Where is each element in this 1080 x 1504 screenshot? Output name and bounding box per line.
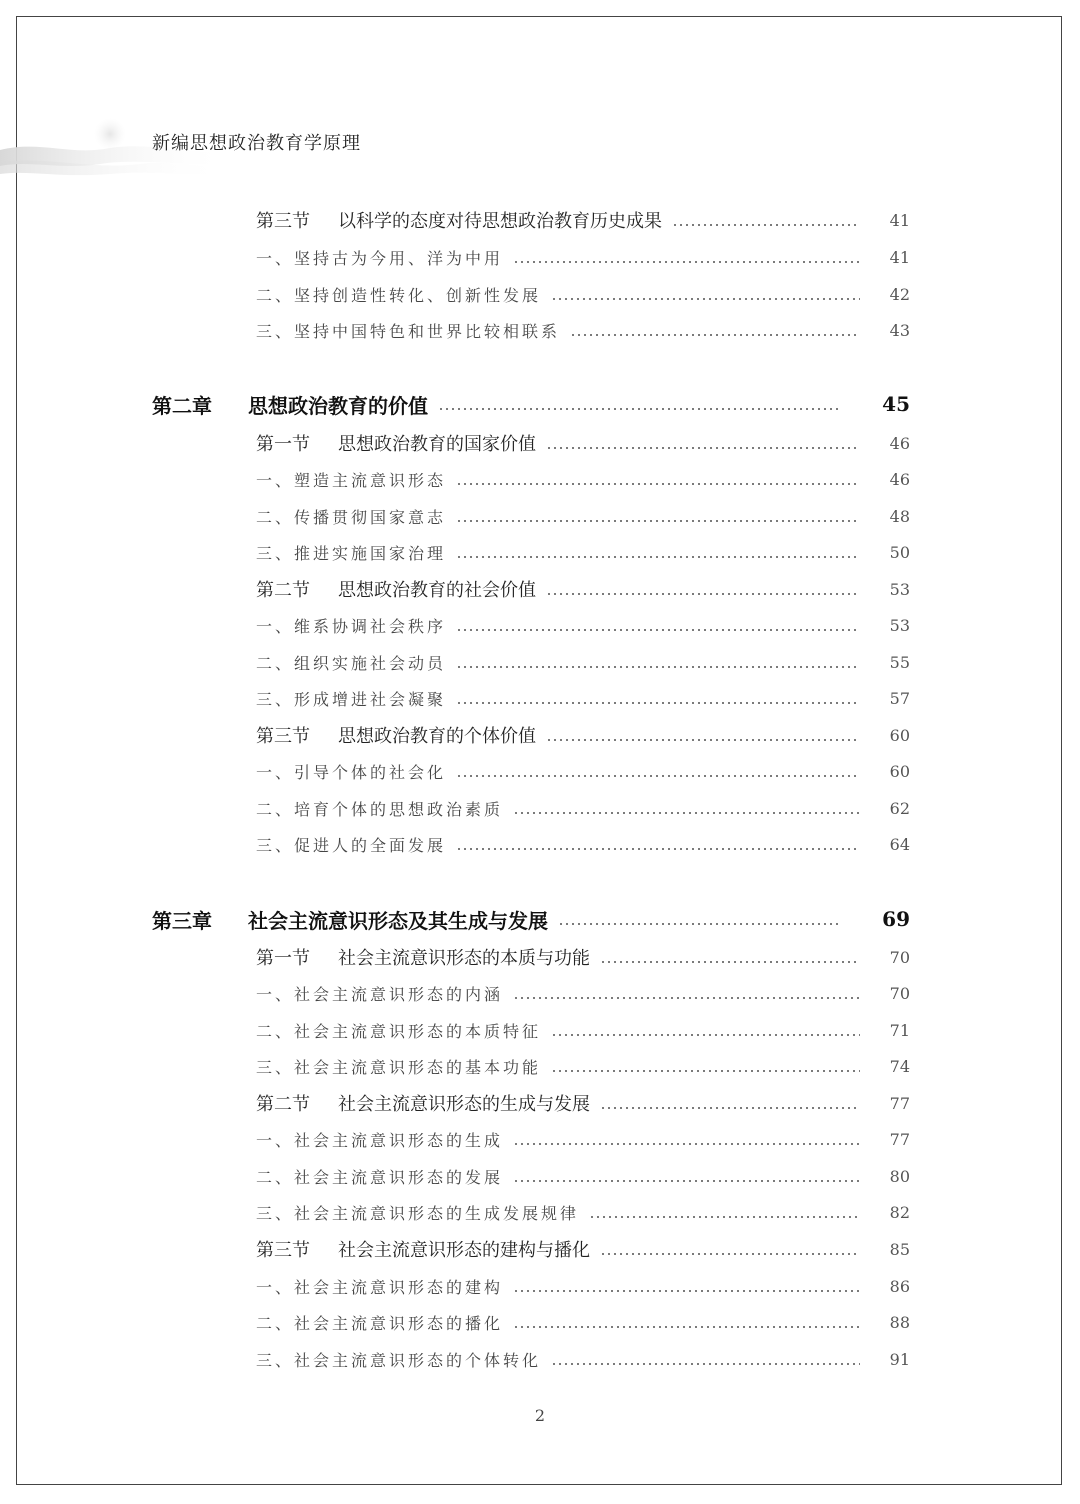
dot-leader [438, 408, 842, 410]
toc-entry-label: 第二节 [256, 580, 310, 601]
dot-leader [456, 629, 860, 631]
toc-section-entry[interactable] [0, 1089, 1080, 1117]
toc-item-entry[interactable] [0, 794, 1080, 822]
toc-entry-title [0, 1201, 579, 1224]
dot-leader [456, 666, 860, 668]
toc-entry-text: 一、社会主流意识形态的内涵 [256, 984, 504, 1004]
toc-section-entry[interactable] [0, 1235, 1080, 1263]
toc-entry-title [0, 1055, 541, 1078]
toc-page-number: 60 [889, 725, 910, 745]
dot-leader [456, 775, 860, 777]
dot-leader [513, 812, 860, 814]
toc-entry-text: 一、引导个体的社会化 [256, 762, 447, 782]
toc-entry-title [0, 687, 446, 710]
toc-page-number: 85 [889, 1239, 910, 1259]
toc-section-entry[interactable] [0, 721, 1080, 749]
toc-entry-title [0, 651, 446, 674]
toc-entry-text: 三、社会主流意识形态的生成发展规律 [256, 1203, 580, 1223]
toc-entry-label: 第三节 [256, 726, 310, 747]
toc-item-entry[interactable] [0, 611, 1080, 639]
toc-entry-text: 三、推进实施国家治理 [256, 543, 447, 563]
toc-entry-title [0, 905, 548, 934]
toc-page-number: 46 [889, 469, 910, 489]
toc-item-entry[interactable] [0, 538, 1080, 566]
toc-item-entry[interactable] [0, 1052, 1080, 1080]
dot-leader [513, 261, 860, 263]
toc-item-entry[interactable] [0, 502, 1080, 530]
dot-leader [456, 848, 860, 850]
dot-leader [456, 702, 860, 704]
toc-entry-text: 二、组织实施社会动员 [256, 653, 447, 673]
toc-entry-text: 社会主流意识形态及其生成与发展 [248, 908, 548, 933]
toc-page-number: 82 [889, 1202, 910, 1222]
toc-entry-title [0, 1128, 503, 1151]
toc-entry-title [0, 722, 536, 748]
toc-page-number: 43 [889, 320, 910, 340]
toc-entry-title [0, 833, 446, 856]
toc-entry-title [0, 760, 446, 783]
toc-item-entry[interactable] [0, 243, 1080, 271]
dot-leader [551, 1070, 860, 1072]
dot-leader [558, 923, 842, 925]
toc-entry-label: 第二节 [256, 1094, 310, 1115]
toc-entry-title [0, 207, 662, 233]
toc-entry-text: 三、形成增进社会凝聚 [256, 689, 447, 709]
running-head: 新编思想政治教育学原理 [152, 133, 361, 154]
dot-leader [513, 1143, 860, 1145]
toc-entry-title [0, 283, 541, 306]
toc-entry-text: 三、促进人的全面发展 [256, 835, 447, 855]
dot-leader [456, 483, 860, 485]
toc-page-number: 50 [889, 542, 910, 562]
toc-entry-label: 第一节 [256, 948, 310, 969]
dot-leader [600, 1107, 860, 1109]
toc-entry-text: 一、社会主流意识形态的建构 [256, 1277, 504, 1297]
toc-page-number: 77 [889, 1093, 910, 1113]
toc-section-entry[interactable] [0, 429, 1080, 457]
toc-page-number: 77 [889, 1129, 910, 1149]
toc-item-entry[interactable] [0, 1016, 1080, 1044]
toc-page-number: 69 [882, 907, 910, 931]
toc-item-entry[interactable] [0, 1272, 1080, 1300]
toc-page-number: 41 [889, 210, 910, 230]
toc-entry-title [0, 319, 560, 342]
toc-chapter-entry[interactable] [0, 390, 1080, 418]
toc-item-entry[interactable] [0, 830, 1080, 858]
toc-entry-title [0, 1348, 541, 1371]
toc-page-number: 41 [889, 247, 910, 267]
page-number: 2 [534, 1406, 546, 1425]
toc-entry-text: 二、培育个体的思想政治素质 [256, 799, 504, 819]
toc-entry-label: 第三章 [152, 908, 212, 933]
toc-entry-text: 思想政治教育的个体价值 [338, 726, 536, 747]
dot-leader [546, 739, 860, 741]
toc-entry-text: 三、社会主流意识形态的个体转化 [256, 1350, 542, 1370]
toc-page-number: 53 [889, 615, 910, 635]
dot-leader [570, 334, 860, 336]
toc-page-number: 53 [889, 579, 910, 599]
toc-entry-label: 第二章 [152, 393, 212, 418]
dot-leader [513, 1180, 860, 1182]
toc-section-entry[interactable] [0, 575, 1080, 603]
toc-item-entry[interactable] [0, 280, 1080, 308]
toc-entry-title [0, 468, 446, 491]
toc-entry-title [0, 982, 503, 1005]
dot-leader [546, 593, 860, 595]
toc-page-number: 71 [889, 1020, 910, 1040]
dot-leader [551, 1363, 860, 1365]
toc-page-number: 88 [889, 1312, 910, 1332]
toc-entry-title [0, 1236, 590, 1262]
toc-item-entry[interactable] [0, 1345, 1080, 1373]
toc-entry-text: 三、坚持中国特色和世界比较相联系 [256, 321, 561, 341]
toc-page-number: 46 [889, 433, 910, 453]
toc-entry-text: 二、社会主流意识形态的发展 [256, 1167, 504, 1187]
toc-entry-text: 一、塑造主流意识形态 [256, 470, 447, 490]
toc-item-entry[interactable] [0, 757, 1080, 785]
dot-leader [600, 1253, 860, 1255]
toc-entry-label: 第三节 [256, 211, 310, 232]
toc-entry-title [0, 430, 536, 456]
toc-item-entry[interactable] [0, 684, 1080, 712]
toc-entry-title [0, 797, 503, 820]
toc-item-entry[interactable] [0, 465, 1080, 493]
dot-leader [672, 224, 860, 226]
toc-entry-text: 二、传播贯彻国家意志 [256, 507, 447, 527]
toc-entry-text: 一、社会主流意识形态的生成 [256, 1130, 504, 1150]
dot-leader [546, 447, 860, 449]
toc-entry-title [0, 1275, 503, 1298]
toc-page-number: 70 [889, 947, 910, 967]
toc-page-number: 57 [889, 688, 910, 708]
toc-section-entry[interactable] [0, 943, 1080, 971]
toc-entry-text: 社会主流意识形态的本质与功能 [338, 948, 590, 969]
toc-item-entry[interactable] [0, 1198, 1080, 1226]
dot-leader [600, 961, 860, 963]
toc-entry-text: 社会主流意识形态的生成与发展 [338, 1094, 590, 1115]
toc-item-entry[interactable] [0, 648, 1080, 676]
dot-leader [456, 556, 860, 558]
toc-entry-label: 第一节 [256, 434, 310, 455]
toc-entry-title [0, 541, 446, 564]
toc-section-entry[interactable] [0, 206, 1080, 234]
toc-page-number: 60 [889, 761, 910, 781]
toc-item-entry[interactable] [0, 1308, 1080, 1336]
toc-entry-text: 思想政治教育的社会价值 [338, 580, 536, 601]
toc-page-number: 74 [889, 1056, 910, 1076]
toc-entry-text: 三、社会主流意识形态的基本功能 [256, 1057, 542, 1077]
toc-entry-title [0, 1090, 590, 1116]
toc-page-number: 64 [889, 834, 910, 854]
toc-page-number: 48 [889, 506, 910, 526]
toc-entry-title [0, 1165, 503, 1188]
toc-page-number: 55 [889, 652, 910, 672]
toc-page-number: 80 [889, 1166, 910, 1186]
toc-item-entry[interactable] [0, 979, 1080, 1007]
dot-leader [513, 1290, 860, 1292]
toc-entry-text: 二、社会主流意识形态的本质特征 [256, 1021, 542, 1041]
toc-item-entry[interactable] [0, 1125, 1080, 1153]
dot-leader [456, 520, 860, 522]
dot-leader [551, 1034, 860, 1036]
toc-entry-title [0, 614, 446, 637]
dot-leader [589, 1216, 860, 1218]
dot-leader [513, 1326, 860, 1328]
toc-chapter-entry[interactable] [0, 905, 1080, 933]
dot-leader [551, 298, 860, 300]
toc-entry-title [0, 505, 446, 528]
toc-page-number: 91 [889, 1349, 910, 1369]
dot-leader [513, 997, 860, 999]
toc-entry-text: 思想政治教育的国家价值 [338, 434, 536, 455]
toc-page-number: 42 [889, 284, 910, 304]
toc-page-number: 62 [889, 798, 910, 818]
toc-entry-text: 二、社会主流意识形态的播化 [256, 1313, 504, 1333]
toc-entry-title [0, 576, 536, 602]
toc-page-number: 86 [889, 1276, 910, 1296]
toc-item-entry[interactable] [0, 1162, 1080, 1190]
toc-page-number: 70 [889, 983, 910, 1003]
toc-entry-text: 一、维系协调社会秩序 [256, 616, 447, 636]
toc-entry-text: 社会主流意识形态的建构与播化 [338, 1240, 590, 1261]
toc-entry-title [0, 944, 590, 970]
toc-entry-title [0, 1019, 541, 1042]
toc-entry-title [0, 390, 428, 419]
toc-page-number: 45 [882, 392, 910, 416]
toc-entry-label: 第三节 [256, 1240, 310, 1261]
toc-entry-title [0, 1311, 503, 1334]
toc-entry-text: 一、坚持古为今用、洋为中用 [256, 248, 504, 268]
toc-item-entry[interactable] [0, 316, 1080, 344]
toc-entry-text: 二、坚持创造性转化、创新性发展 [256, 285, 542, 305]
toc-entry-text: 思想政治教育的价值 [248, 393, 428, 418]
toc-entry-title [0, 246, 503, 269]
toc-entry-text: 以科学的态度对待思想政治教育历史成果 [338, 211, 662, 232]
